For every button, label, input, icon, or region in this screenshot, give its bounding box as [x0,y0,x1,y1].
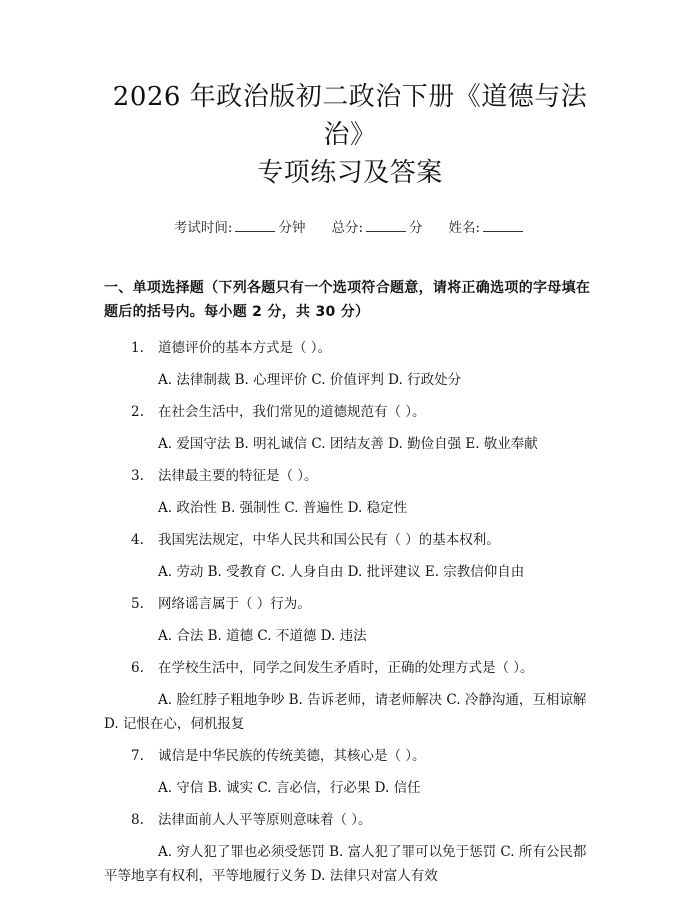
name-label: 姓名: [448,220,481,236]
question-text: 诚信是中华民族的传统美德，其核心是（ ）。 [158,748,426,764]
question-2-options: A. 爱国守法 B. 明礼诚信 C. 团结友善 D. 勤俭自强 E. 敬业奉献 [158,436,538,452]
question-3 [104,464,596,488]
document-title [104,0,596,192]
question-6-options: A. 脸红脖子粗地争吵 B. 告诉老师，请老师解决 C. 冷静沟通，互相谅解 D. 记恨在心，伺机报复 [104,692,587,732]
exam-info [104,216,596,236]
question-6 [104,656,596,680]
question-text: 法律最主要的特征是（ ）。 [158,468,318,484]
title-line-1: 2026 年政治版初二政治下册《道德与法治》 [112,82,588,150]
time-blank [235,219,275,232]
name-blank [483,219,523,232]
question-4 [104,528,596,552]
question-7-options: A. 守信 B. 诚实 C. 言必信，行必果 D. 信任 [158,780,421,796]
question-1-options: A. 法律制裁 B. 心理评价 C. 价值评判 D. 行政处分 [158,372,462,388]
question-8-options: A. 穷人犯了罪也必须受惩罚 B. 富人犯了罪可以免于惩罚 C. 所有公民都平等地享有权利，平等地履行义务 D. 法律只对富人有效 [104,844,587,884]
question-7 [104,744,596,768]
time-unit: 分钟 [278,220,306,236]
question-text: 法律面前人人平等原则意味着（ ）。 [158,812,372,828]
question-number: 4. [131,532,144,548]
question-2 [104,400,596,424]
question-list [104,336,596,888]
question-number: 6. [131,660,144,676]
question-number: 3. [131,468,144,484]
question-text: 网络谣言属于（ ）行为。 [158,596,311,612]
question-number: 8. [131,812,144,828]
score-blank [366,219,406,232]
question-4-options: A. 劳动 B. 受教育 C. 人身自由 D. 批评建议 E. 宗教信仰自由 [158,564,525,580]
question-number: 1. [131,340,144,356]
section-heading: 一、单项选择题（下列各题只有一个选项符合题意，请将正确选项的字母填在题后的括号内。每小题 2 分，共 30 分） [104,280,591,320]
question-number: 5. [131,596,144,612]
question-5 [104,592,596,616]
question-8 [104,808,596,832]
score-unit: 分 [409,220,423,236]
title-line-2: 专项练习及答案 [257,158,443,188]
time-label: 考试时间: [173,220,233,236]
question-number: 2. [131,404,144,420]
question-text: 我国宪法规定，中华人民共和国公民有（ ）的基本权利。 [158,532,500,548]
question-text: 道德评价的基本方式是（ ）。 [158,340,332,356]
question-1 [104,336,596,360]
question-text: 在学校生活中，同学之间发生矛盾时，正确的处理方式是（ ）。 [158,660,534,676]
score-label: 总分: [331,220,364,236]
question-5-options: A. 合法 B. 道德 C. 不道德 D. 违法 [158,628,367,644]
question-text: 在社会生活中，我们常见的道德规范有（ ）。 [158,404,426,420]
question-number: 7. [131,748,144,764]
question-3-options: A. 政治性 B. 强制性 C. 普遍性 D. 稳定性 [158,500,408,516]
